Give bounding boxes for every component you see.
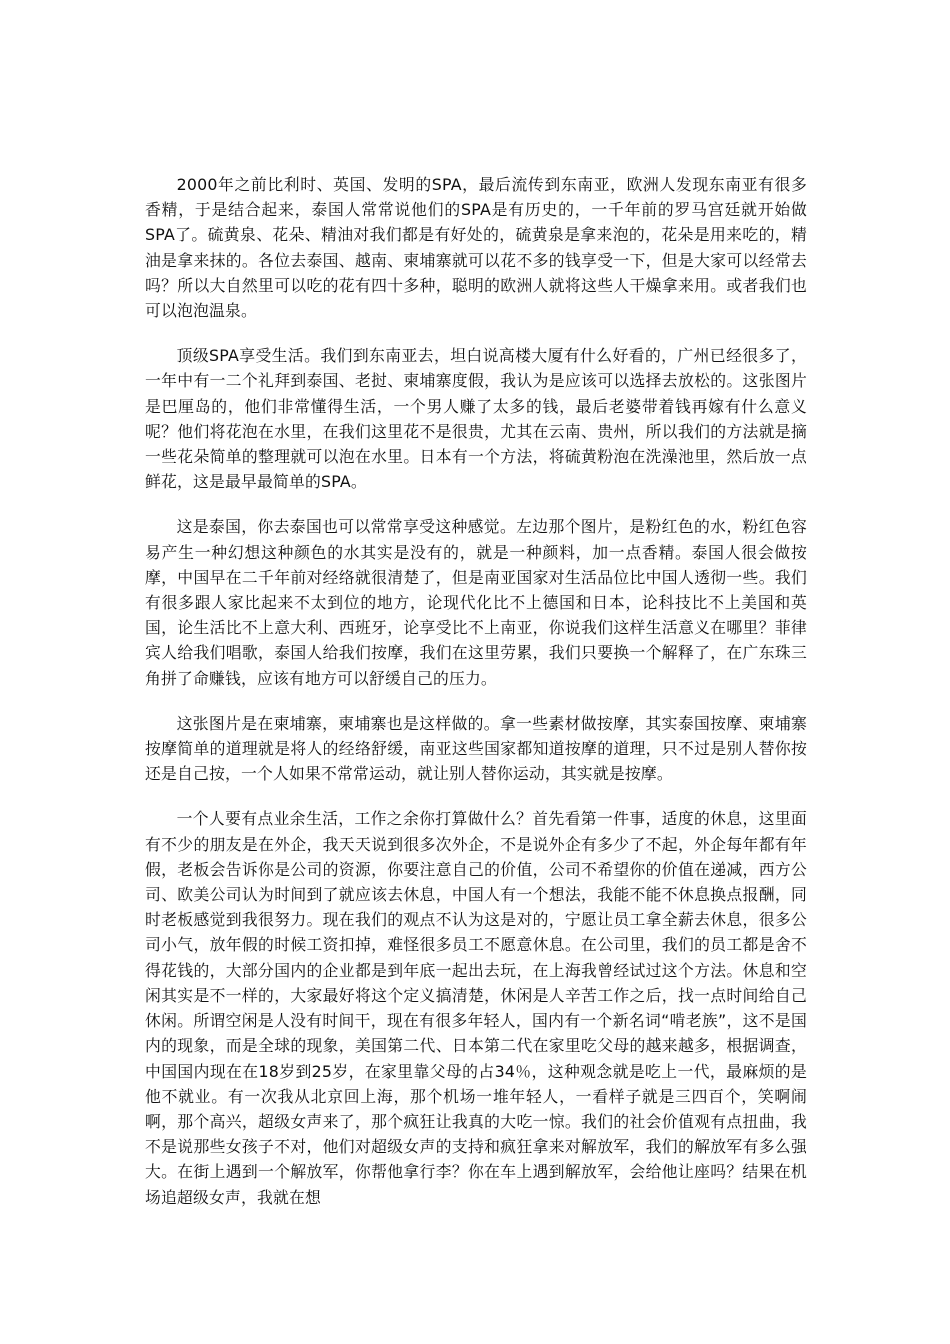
paragraph-cambodia: 这张图片是在柬埔寨，柬埔寨也是这样做的。拿一些素材做按摩，其实泰国按摩、柬埔寨按摩简单的道理就是将人的经络舒缓，南亚这些国家都知道按摩的道理，只不过是别人替你按还是自己按，一个人如果不常常运动，就让别人替你运动，其实就是按摩。: [145, 713, 807, 784]
paragraph-top-spa: 顶级SPA享受生活。我们到东南亚去，坦白说高楼大厦有什么好看的，广州已经很多了，一年中有一二个礼拜到泰国、老挝、柬埔寨度假，我认为是应该可以选择去放松的。这张图片是巴厘岛的，他们非常懂得生活，一个男人赚了太多的钱，最后老婆带着钱再嫁有什么意义呢？他们将花泡在水里，在我们这里花不是很贵，尤其在云南、贵州，所以我们的方法就是摘一些花朵简单的整理就可以泡在水里。日本有一个方法，将硫黄粉泡在洗澡池里，然后放一点鲜花，这是最早最简单的SPA。: [145, 346, 807, 492]
paragraph-spa-history: 2000年之前比利时、英国、发明的SPA，最后流传到东南亚，欧洲人发现东南亚有很多香精，于是结合起来，泰国人常常说他们的SPA是有历史的，一千年前的罗马宫廷就开始做SPA了。硫黄泉、花朵、精油对我们都是有好处的，硫黄泉是拿来泡的，花朵是用来吃的，精油是拿来抹的。各位去泰国、越南、柬埔寨就可以花不多的钱享受一下，但是大家可以经常去吗？所以大自然里可以吃的花有四十多种，聪明的欧洲人就将这些人干燥拿来用。或者我们也可以泡泡温泉。: [145, 175, 807, 321]
document-body: [145, 172, 807, 1230]
paragraph-thailand: 这是泰国，你去泰国也可以常常享受这种感觉。左边那个图片，是粉红色的水，粉红色容易产生一种幻想这种颜色的水其实是没有的，就是一种颜料，加一点香精。泰国人很会做按摩，中国早在二千年前对经络就很清楚了，但是南亚国家对生活品位比中国人透彻一些。我们有很多跟人家比起来不太到位的地方，论现代化比不上德国和日本，论科技比不上美国和英国，论生活比不上意大利、西班牙，论享受比不上南亚，你说我们这样生活意义在哪里？菲律宾人给我们唱歌，泰国人给我们按摩，我们在这里劳累，我们只要换一个解释了，在广东珠三角拼了命赚钱，应该有地方可以舒缓自己的压力。: [145, 517, 807, 688]
paragraph-leisure-life: 一个人要有点业余生活，工作之余你打算做什么？首先看第一件事，适度的休息，这里面有不少的朋友是在外企，我天天说到很多次外企，不是说外企有多少了不起，外企每年都有年假，老板会告诉你是公司的资源，你要注意自己的价值，公司不希望你的价值在递减，西方公司、欧美公司认为时间到了就应该去休息，中国人有一个想法，我能不能不休息换点报酬，同时老板感觉到我很努力。现在我们的观点不认为这是对的，宁愿让员工拿全薪去休息，很多公司小气，放年假的时候工资扣掉，难怪很多员工不愿意休息。在公司里，我们的员工都是舍不得花钱的，大部分国内的企业都是到年底一起出去玩，在上海我曾经试过这个方法。休息和空闲其实是不一样的，大家最好将这个定义搞清楚，休闲是人辛苦工作之后，找一点时间给自己休闲。所谓空闲是人没有时间干，现在有很多年轻人，国内有一个新名词“啃老族”，这不是国内的现象，而是全球的现象，美国第二代、日本第二代在家里吃父母的越来越多，根据调查，中国国内现在在18岁到25岁，在家里靠父母的占34％，这种观念就是吃上一代，最麻烦的是他不就业。有一次我从北京回上海，那个机场一堆年轻人，一看样子就是三四百个，笑啊闹啊，那个高兴，超级女声来了，那个疯狂让我真的大吃一惊。我们的社会价值观有点扭曲，我不是说那些女孩子不对，他们对超级女声的支持和疯狂拿来对解放军，我们的解放军有多么强大。在街上遇到一个解放军，你帮他拿行李？你在车上遇到解放军，会给他让座吗？结果在机场追超级女声，我就在想: [145, 809, 807, 1207]
